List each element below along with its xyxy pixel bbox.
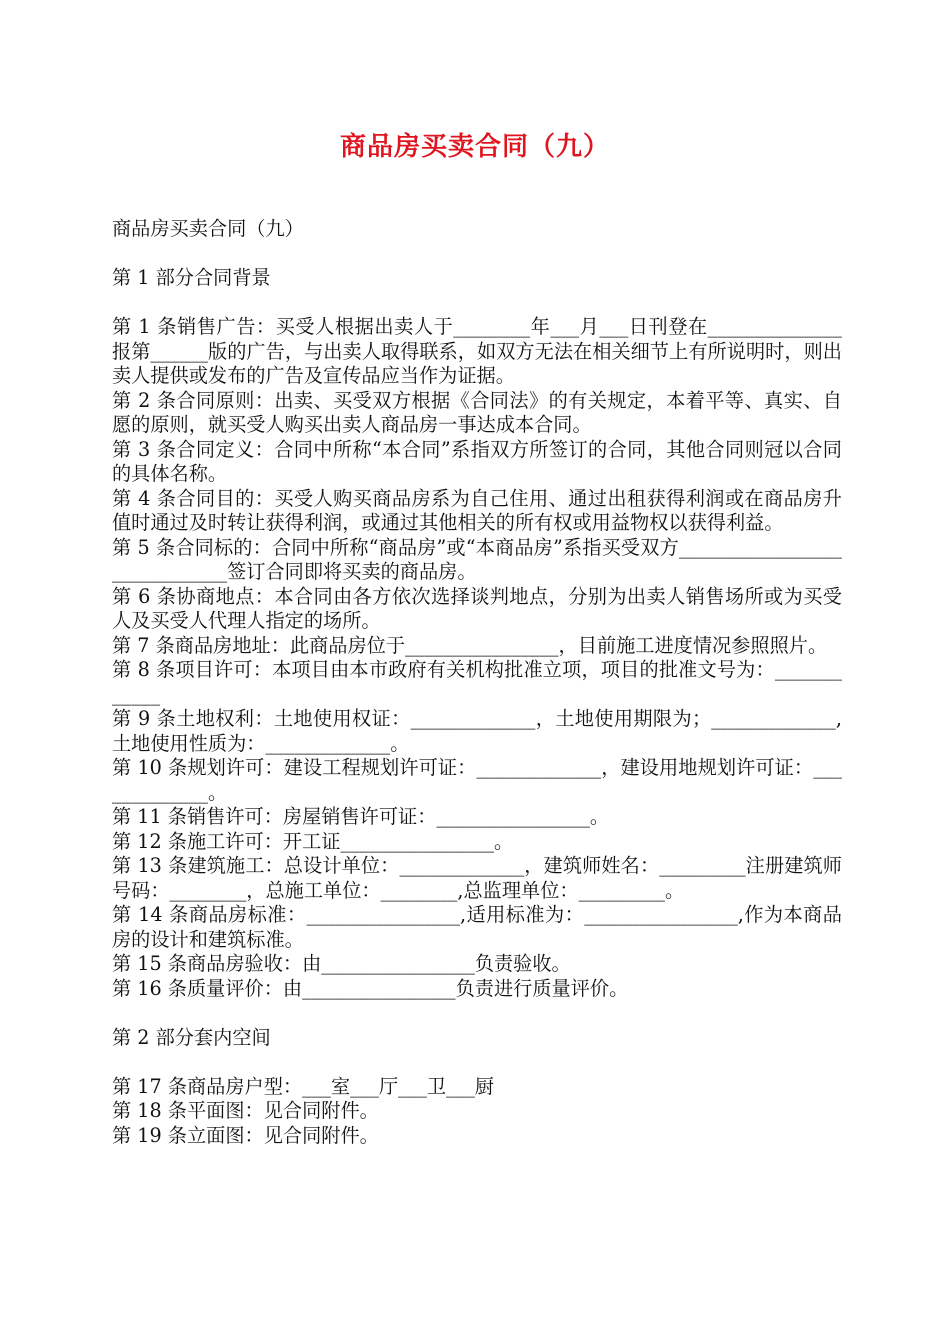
document-subtitle: 商品房买卖合同（九） (112, 217, 304, 240)
document-body (112, 217, 842, 1148)
clause-15-property-acceptance: 第 15 条商品房验收：由________________负责验收。 (112, 952, 571, 975)
clause-12-construction-permit: 第 12 条施工许可：开工证________________。 (112, 829, 514, 853)
clause-17-unit-layout: 第 17 条商品房户型：___室___厅___卫___厨 (112, 1074, 494, 1098)
clause-8-project-permit: 第 8 条项目许可：本项目由本市政府有关机构批准立项，项目的批准文号为：____________ (112, 658, 842, 706)
clause-10-planning-permit: 第 10 条规划许可：建设工程规划许可证：_____________，建设用地规划许可证：_____________。 (112, 756, 842, 804)
clause-5-contract-subject: 第 5 条合同标的：合同中所称“商品房”或“本商品房”系指买受双方_____________________________签订合同即将买卖的商品房。 (112, 535, 842, 583)
clause-9-land-rights: 第 9 条土地权利：土地使用权证：_____________，土地使用期限为；_____________,土地使用性质为：_____________。 (112, 707, 842, 755)
clause-13-building-construction: 第 13 条建筑施工：总设计单位：_____________，建筑师姓名：_________注册建筑师号码：________，总施工单位：________,总监理单位：_________。 (112, 854, 842, 902)
document-title: 商品房买卖合同（九） (339, 132, 610, 162)
part-2-heading: 第 2 部分套内空间 (112, 1025, 271, 1049)
clause-4-contract-purpose: 第 4 条合同目的：买受人购买商品房系为自己住用、通过出租获得利润或在商品房升值时通过及时转让获得利润，或通过其他相关的所有权或用益物权以获得利益。 (112, 486, 842, 534)
clause-1-sales-advertisement: 第 1 条销售广告：买受人根据出卖人于________年___月___日刊登在______________报第______版的广告，与出卖人取得联系，如双方无法在相关细节上有所说明时，则出卖人提供或发布的广告及宣传品应当作为证据。 (112, 315, 842, 387)
clause-7-property-address: 第 7 条商品房地址：此商品房位于________________，目前施工进度情况参照照片。 (112, 633, 828, 657)
clause-19-elevation: 第 19 条立面图：见合同附件。 (112, 1123, 379, 1147)
spacer (112, 242, 842, 267)
clause-3-contract-definition: 第 3 条合同定义：合同中所称“本合同”系指双方所签订的合同，其他合同则冠以合同的具体名称。 (112, 437, 842, 485)
clause-16-quality-evaluation: 第 16 条质量评价：由________________负责进行质量评价。 (112, 976, 629, 1000)
spacer (112, 1001, 842, 1026)
clause-18-floor-plan: 第 18 条平面图：见合同附件。 (112, 1099, 379, 1122)
clause-14-property-standard: 第 14 条商品房标准：________________,适用标准为：________________,作为本商品房的设计和建筑标准。 (112, 903, 842, 951)
clause-2-contract-principles: 第 2 条合同原则：出卖、买受双方根据《合同法》的有关规定，本着平等、真实、自愿的原则，就买受人购买出卖人商品房一事达成本合同。 (112, 388, 842, 436)
spacer (112, 1050, 842, 1075)
spacer (112, 291, 842, 316)
clause-11-sales-permit: 第 11 条销售许可：房屋销售许可证：________________。 (112, 805, 610, 828)
clause-6-negotiation-location: 第 6 条协商地点：本合同由各方依次选择谈判地点，分别为出卖人销售场所或为买受人及买受人代理人指定的场所。 (112, 584, 842, 632)
part-1-heading: 第 1 部分合同背景 (112, 266, 271, 289)
